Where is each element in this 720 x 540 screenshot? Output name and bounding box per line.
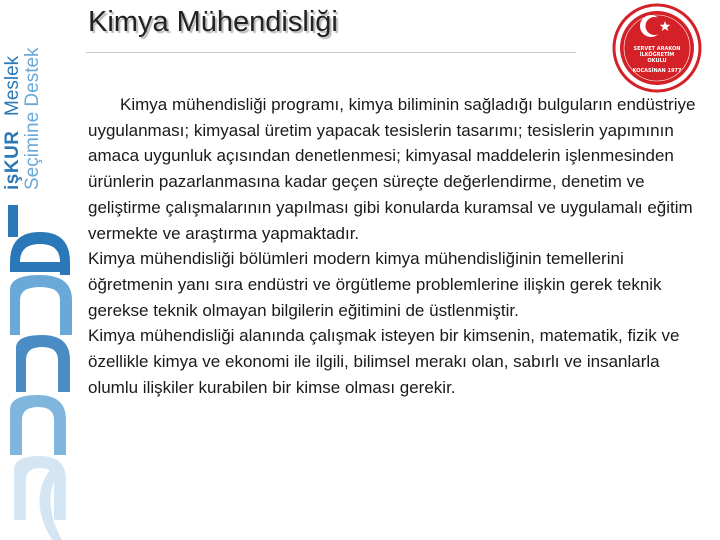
sidebar-brand-text — [2, 0, 43, 190]
brand-meslek: Meslek — [2, 55, 23, 116]
paragraph-program: Kimya mühendisliği programı, kimya biliminin sağladığı bulguların endüstriye uygulanması; kimyasal üretim yapacak tesislerin tasarımı; tesislerin yapımının amaca uygunluk açısından denetlenmesi; kimyasal maddelerin işlenmesinden ürünlerin pazarlanmasına kadar geçen süreçte değerlendirme, denetim ve geliştirme çalışmalarının yapılması gibi konularda kuramsal ve uygulamalı eğitim vermekte ve araştırma yapmaktadır. — [88, 95, 696, 243]
page-title: Kimya Mühendisliği — [88, 6, 338, 38]
paragraph-requirements: Kimya mühendisliği alanında çalışmak isteyen bir kimsenin, matematik, fizik ve özellikle kimya ve ekonomi ile ilgili, bilimsel merakı olan, sabırlı ve insanlarla olumlu ilişkiler kurabilen bir kimse olması gerekir. — [88, 326, 680, 397]
brand-secimine-destek: Seçimine Destek — [22, 47, 43, 190]
sidebar-decoration — [0, 0, 86, 540]
title-divider — [86, 52, 576, 53]
slide-body — [88, 92, 706, 400]
brand-iskur: işKUR — [2, 130, 23, 190]
emblem-school-name: SERVET ARAKON İLKÖĞRETİM OKULU — [633, 46, 681, 64]
paragraph-departments: Kimya mühendisliği bölümleri modern kimya mühendisliğinin temellerini öğretmenin yanı sıra endüstri ve örgütleme problemlerine ilişkin gerek teknik gerekse teknik olmayan bilgilerin eğitimini de üstlenmiştir. — [88, 249, 662, 320]
emblem-city: KOCASİNAN 1977 — [632, 68, 682, 74]
